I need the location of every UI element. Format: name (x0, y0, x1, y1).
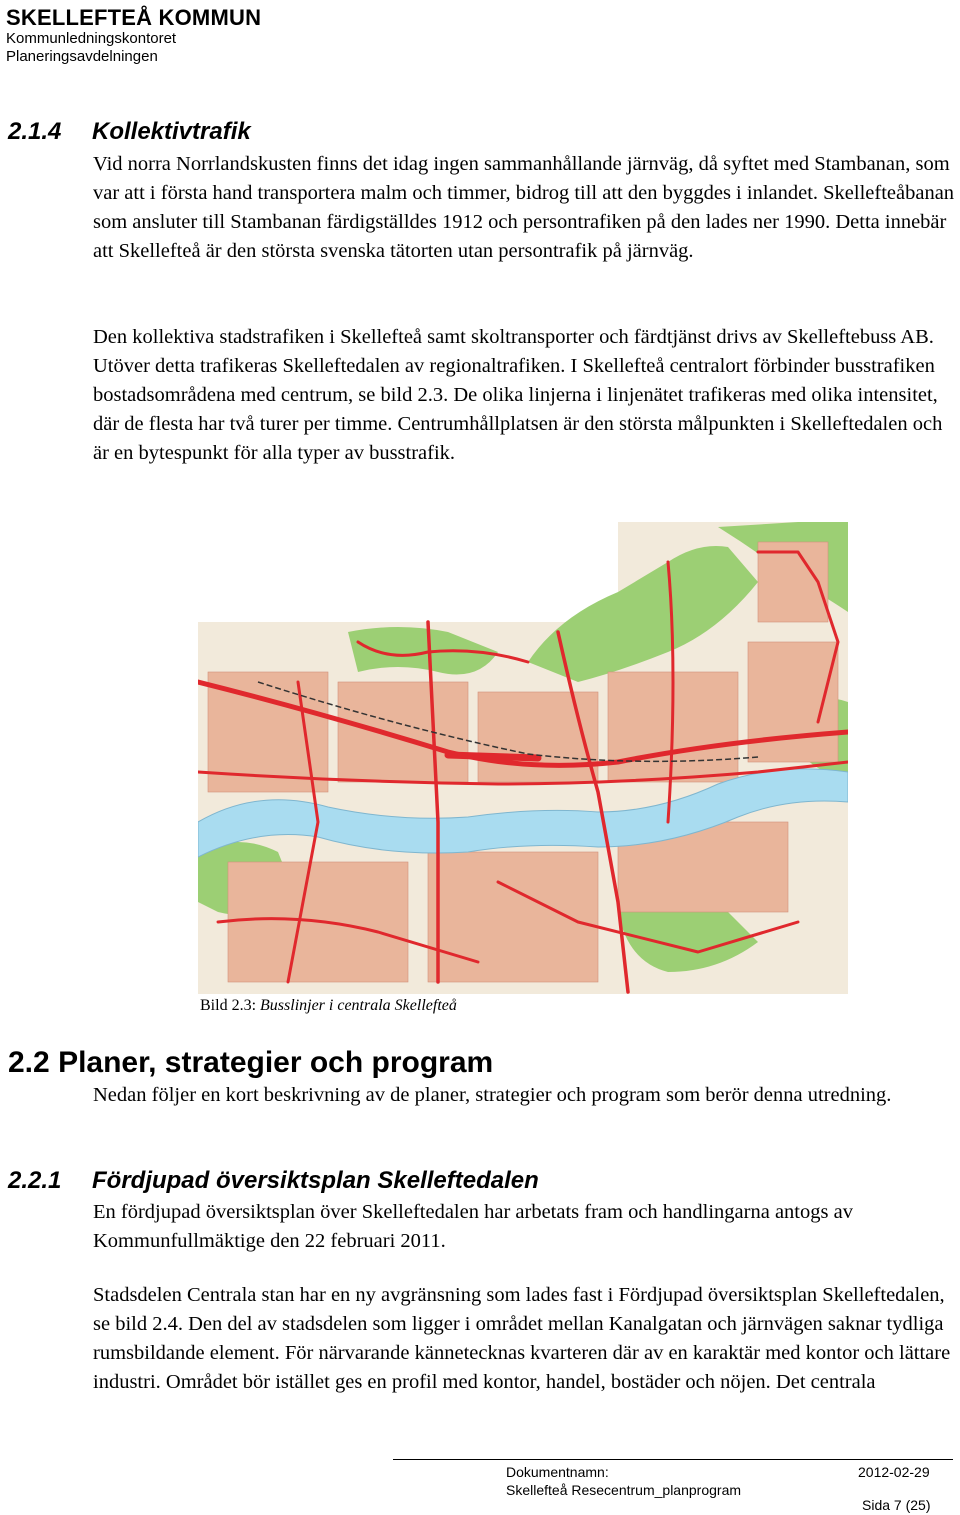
paragraph-planer: Nedan följer en kort beskrivning av de planer, strategier och program som berör denna utredning. (93, 1084, 892, 1106)
caption-label: Bild 2.3: (200, 997, 261, 1014)
heading-2-2 (8, 1046, 493, 1080)
bus-route-map (198, 522, 848, 994)
heading-number: 2.1.4 (8, 118, 62, 145)
document-name: Skellefteå Resecentrum_planprogram (506, 1482, 742, 1498)
document-date: 2012-02-29 (858, 1464, 930, 1480)
heading-title: Kollektivtrafik (92, 118, 251, 145)
heading-number: 2.2 (8, 1046, 50, 1079)
heading-2-2-1 (8, 1167, 539, 1195)
figure-caption (200, 996, 457, 1016)
caption-text: Busslinjer i centrala Skellefteå (260, 997, 457, 1014)
organization-name: SKELLEFTEÅ KOMMUN (6, 5, 262, 30)
heading-number: 2.2.1 (8, 1167, 62, 1194)
map-margin (198, 522, 618, 622)
paragraph-fop-2: Stadsdelen Centrala stan har en ny avgränsning som lades fast i Fördjupad översiktsplan Skelleftedalen, se bild 2.4. Den del av stadsdelen som ligger i området mellan Kanalgatan och järnvägen saknar tydliga rumsbildande element. För närvarande kännetecknas kvarteren där av en karaktär med kontor och lättare industri. Området bör istället ges en profil med kontor, handel, bostäder och nöjen. Det centrala (93, 1284, 951, 1393)
page-number: Sida 7 (25) (862, 1497, 931, 1513)
heading-title: Planer, strategier och program (58, 1046, 494, 1079)
paragraph-kollektivtrafik-2: Den kollektiva stadstrafiken i Skellefteå samt skoltransporter och färdtjänst drivs av Skelleftebuss AB. Utöver detta trafikeras Skelleftedalen av regionaltrafiken. I Skellefteå centralort förbinder busstrafiken bostadsområdena med centrum, se bild 2.3. De olika linjerna i linjenätet trafikeras med olika intensitet, där de flesta har två turer per timme. Centrumhållplatsen är den största målpunkten i Skelleftedalen och är en bytespunkt för alla typer av busstrafik. (93, 326, 943, 464)
unit-name: Planeringsavdelningen (6, 48, 158, 65)
page-header (6, 6, 261, 66)
department-name: Kommunledningskontoret (6, 30, 177, 47)
paragraph-fop-1: En fördjupad översiktsplan över Skelleftedalen har arbetats fram och handlingarna antogs av Kommunfullmäktige den 22 februari 2011. (93, 1201, 853, 1252)
footer-divider (393, 1459, 953, 1460)
document-label: Dokumentnamn: (506, 1464, 609, 1480)
paragraph-kollektivtrafik-1: Vid norra Norrlandskusten finns det idag ingen sammanhållande järnväg, då syftet med Stambanan, som var att i första hand transportera malm och timmer, bidrog till att den byggdes i inlandet. Skellefteåbanan som ansluter till Stambanan färdigställdes 1912 och persontrafiken på den lades ner 1990. Detta innebär att Skellefteå är den största svenska tätorten utan persontrafik på järnväg. (93, 153, 955, 262)
heading-title: Fördjupad översiktsplan Skelleftedalen (92, 1167, 539, 1194)
heading-2-1-4 (8, 118, 251, 146)
